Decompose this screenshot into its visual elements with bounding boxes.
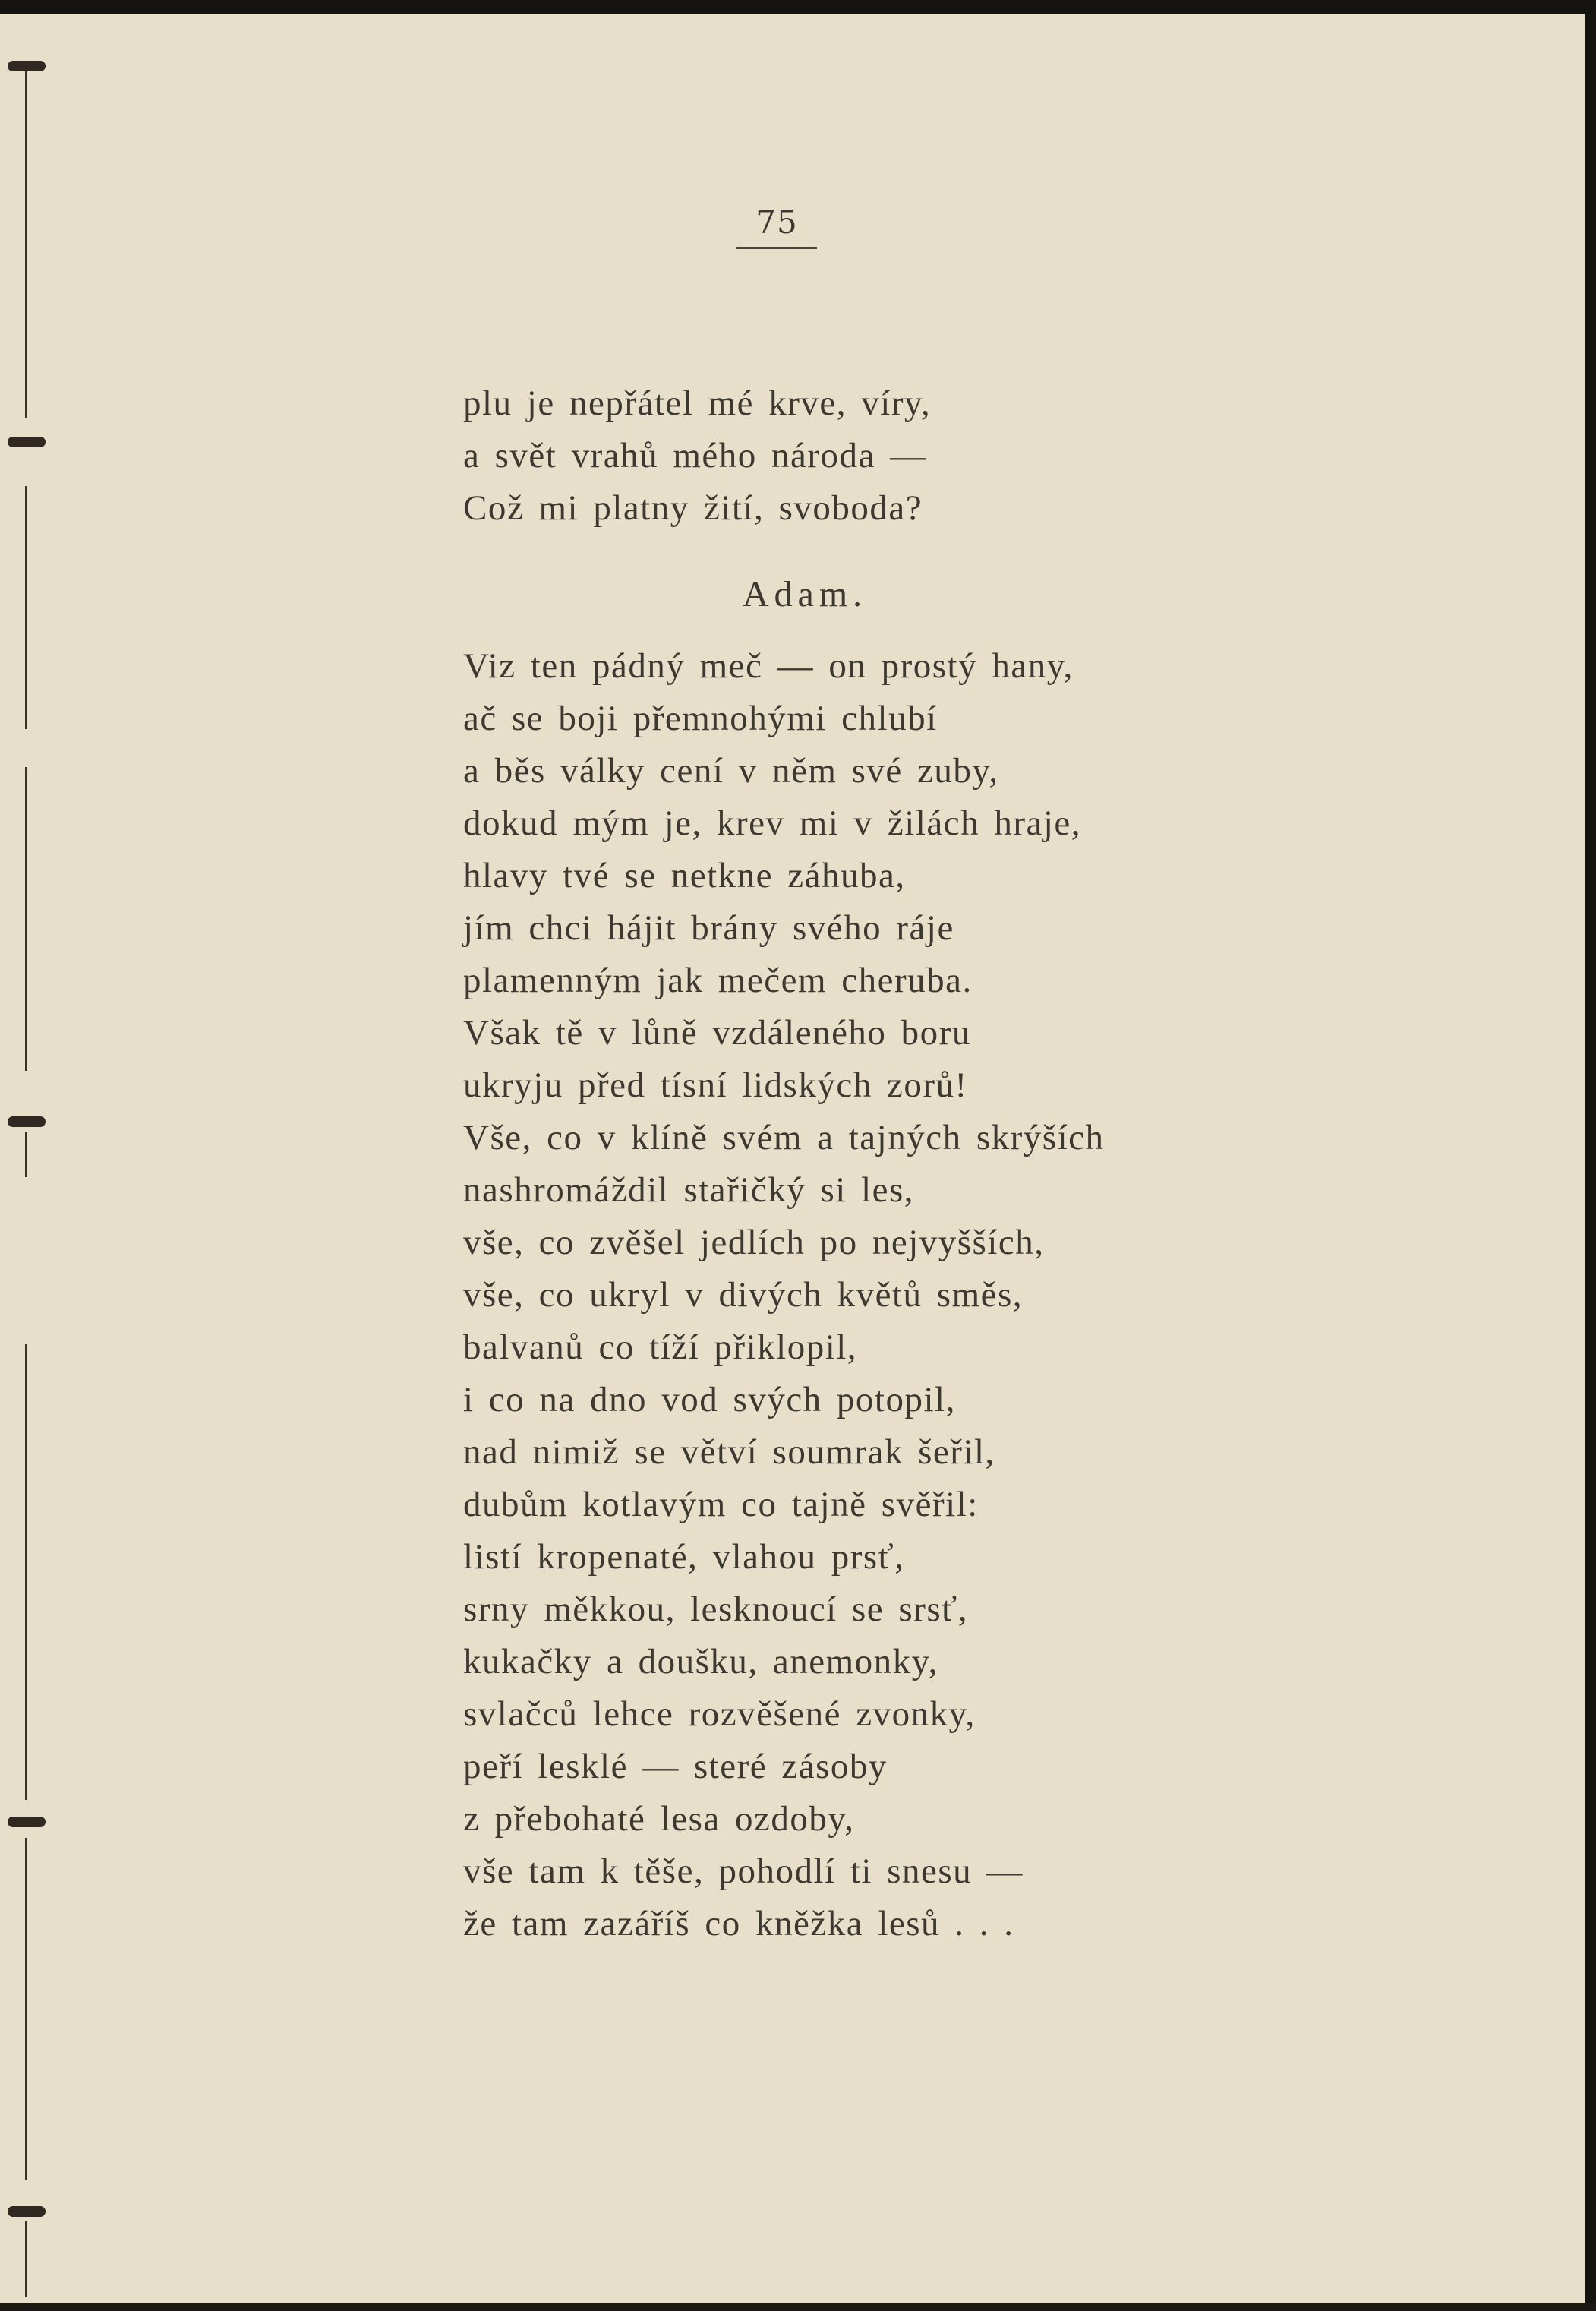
verse-line: jím chci hájit brány svého ráje	[463, 908, 954, 948]
verse-line: z přebohaté lesa ozdoby,	[463, 1799, 855, 1839]
verse-line: dokud mým je, krev mi v žilách hraje,	[463, 803, 1082, 843]
binding-thread	[25, 1132, 27, 1177]
binding-knot	[8, 437, 46, 447]
binding-thread	[25, 61, 27, 418]
verse-line: hlavy tvé se netkne záhuba,	[463, 856, 906, 895]
verse-line: Což mi platny žití, svoboda?	[463, 488, 923, 528]
verse-line: vše tam k těše, pohodlí ti snesu —	[463, 1852, 1024, 1891]
stanza-top	[463, 377, 1222, 535]
verse-line: a běs války cení v něm své zuby,	[463, 751, 999, 791]
verse-line: plamenným jak mečem cheruba.	[463, 961, 973, 1000]
verse-line: Viz ten pádný meč — on prostý hany,	[463, 646, 1074, 686]
verse-line: Však tě v lůně vzdáleného boru	[463, 1013, 971, 1053]
verse-line: a svět vrahů mého národa —	[463, 436, 927, 475]
binding-knot	[8, 1116, 46, 1127]
verse-line: i co na dno vod svých potopil,	[463, 1380, 956, 1419]
page-number: 75	[755, 204, 798, 241]
verse-line: Vše, co v klíně svém a tajných skrýších	[463, 1118, 1105, 1157]
binding-thread	[25, 767, 27, 1071]
verse-line: svlačců lehce rozvěšené zvonky,	[463, 1694, 976, 1734]
verse-line: ukryju před tísní lidských zorů!	[463, 1066, 968, 1105]
verse-line: nashromáždil stařičký si les,	[463, 1170, 915, 1210]
verse-line: ač se boji přemnohými chlubí	[463, 699, 938, 738]
verse-line: vše, co ukryl v divých květů směs,	[463, 1275, 1024, 1315]
binding-thread	[25, 1838, 27, 2180]
page-number-rule	[736, 247, 817, 249]
binding-thread	[25, 2221, 27, 2297]
verse-line: kukačky a doušku, anemonky,	[463, 1642, 938, 1681]
binding-thread	[25, 1344, 27, 1800]
stanza-main	[463, 640, 1222, 1950]
verse-line: nad nimiž se větví soumrak šeřil,	[463, 1432, 995, 1472]
verse-line: listí kropenaté, vlahou prsť,	[463, 1537, 905, 1577]
verse-line: dubům kotlavým co tajně svěřil:	[463, 1485, 979, 1524]
binding-knot	[8, 61, 46, 71]
verse-line: srny měkkou, lesknoucí se srsť,	[463, 1590, 968, 1629]
binding-knot	[8, 2206, 46, 2217]
verse-line: že tam zazáříš co kněžka lesů . . .	[463, 1904, 1014, 1943]
verse-line: vše, co zvěšel jedlích po nejvyšších,	[463, 1223, 1045, 1262]
binding-thread	[25, 486, 27, 729]
scan-top-edge	[0, 0, 1596, 14]
speaker-name: Adam.	[742, 574, 868, 614]
verse-line: peří lesklé — steré zásoby	[463, 1747, 888, 1786]
scan-bottom-edge	[0, 2303, 1596, 2311]
scan-right-edge	[1585, 0, 1596, 2311]
verse-line: balvanů co tíží přiklopil,	[463, 1328, 858, 1367]
verse-line: plu je nepřátel mé krve, víry,	[463, 384, 932, 423]
binding-knot	[8, 1817, 46, 1827]
